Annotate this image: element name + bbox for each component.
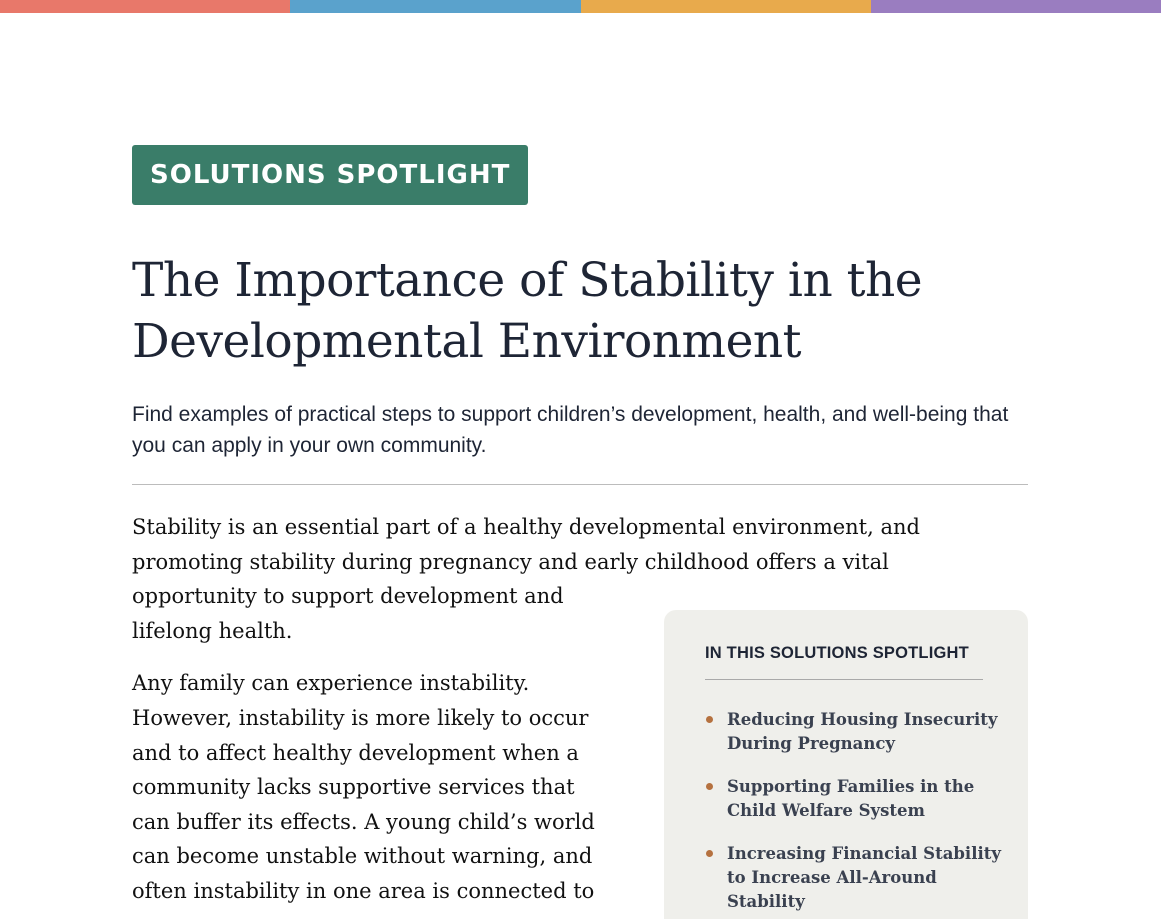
sidebar-link-text: Reducing Housing Insecurity [727,710,998,729]
header-color-bar [0,0,1161,13]
page-title-line-1: The Importance of Stability in the [132,253,923,308]
page-title [132,250,1032,372]
body-line: lifelong health. [132,618,293,643]
section-divider [132,484,1028,485]
spotlight-sidebar [664,610,1028,919]
sidebar-link-text: Supporting Families in the [727,777,975,796]
sidebar-list [705,708,1005,919]
color-bar-segment-purple [871,0,1161,13]
sidebar-heading: IN THIS SOLUTIONS SPOTLIGHT [705,644,969,662]
sidebar-link-financial-stability[interactable] [705,842,1005,914]
body-line: and to affect healthy development when a [132,740,579,765]
body-line: However, instability is more likely to occur [132,705,589,730]
body-line: can become unstable without warning, and [132,844,593,869]
sidebar-link-text: to Increase All-Around [727,868,937,887]
sidebar-link-text: During Pregnancy [727,734,895,753]
body-line: promoting stability during pregnancy and early childhood offers a vital [132,549,889,574]
page-subtitle: Find examples of practical steps to support children’s development, health, and well-being that you can apply in your own community. [132,403,1009,457]
sidebar-link-child-welfare[interactable] [705,775,1005,823]
color-bar-segment-gold [581,0,871,13]
sidebar-link-housing-insecurity[interactable] [705,708,1005,756]
bullet-icon [706,850,713,857]
color-bar-segment-blue [290,0,580,13]
page-title-line-2: Developmental Environment [132,314,802,369]
bullet-icon [706,783,713,790]
bullet-icon [706,716,713,723]
solutions-spotlight-badge: SOLUTIONS SPOTLIGHT [132,145,528,205]
sidebar-link-text: Stability [727,892,805,911]
sidebar-link-text: Increasing Financial Stability [727,844,1001,863]
sidebar-link-text: Child Welfare System [727,801,925,820]
body-line: Stability is an essential part of a healthy developmental environment, and [132,515,920,539]
body-line: community lacks supportive services that [132,775,575,800]
body-line: often instability in one area is connected to [132,878,595,903]
body-line: Any family can experience instability. [132,671,530,696]
color-bar-segment-coral [0,0,290,13]
body-line: opportunity to support development and [132,584,564,609]
body-line: can buffer its effects. A young child’s world [132,809,595,834]
sidebar-divider [705,679,983,680]
